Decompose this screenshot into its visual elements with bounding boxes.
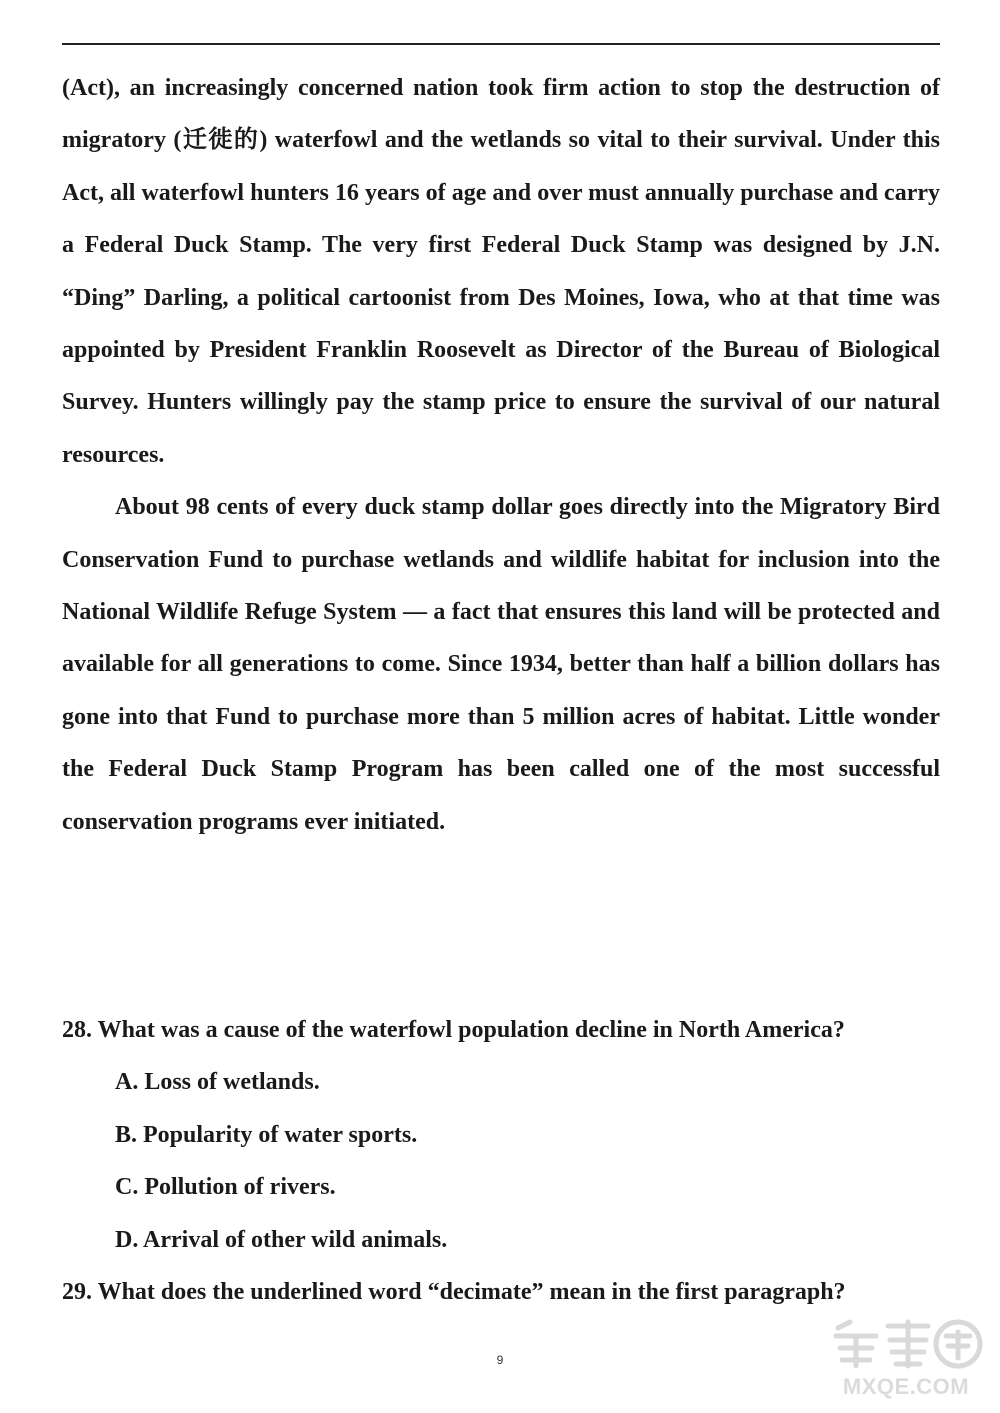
question-list	[62, 1004, 940, 1318]
watermark-url: MXQE.COM	[842, 1374, 970, 1399]
reading-passage	[62, 62, 940, 848]
question-28-option-a: A. Loss of wetlands.	[115, 1069, 320, 1096]
question-29	[62, 1266, 940, 1318]
question-28-stem: 28. What was a cause of the waterfowl population decline in North America?	[62, 1017, 845, 1043]
page-number: 9	[496, 1353, 504, 1367]
question-28	[62, 1004, 940, 1266]
passage-paragraph-1: (Act), an increasingly concerned nation took firm action to stop the destruction of migratory (迁徙的) waterfowl and the wetlands so vital to their survival. Under this Act, all waterfowl hunters 16 years of age and over must annually purchase and carry a Federal Duck Stamp. The very first Federal Duck Stamp was designed by J.N. “Ding” Darling, a political cartoonist from Des Moines, Iowa, who at that time was appointed by President Franklin Roosevelt as Director of the Bureau of Biological Survey. Hunters willingly pay the stamp price to ensure the survival of our natural resources.	[62, 75, 940, 468]
question-29-stem: 29. What does the underlined word “decimate” mean in the first paragraph?	[62, 1279, 846, 1306]
passage-paragraph-2: About 98 cents of every duck stamp dollar goes directly into the Migratory Bird Conservation Fund to purchase wetlands and wildlife habitat for inclusion into the National Wildlife Refuge System — a fact that ensures this land will be protected and available for all generations to come. Since 1934, better than half a billion dollars has gone into that Fund to purchase more than 5 million acres of habitat. Little wonder the Federal Duck Stamp Program has been called one of the most successful conservation programs ever initiated.	[62, 494, 940, 835]
header-rule	[62, 43, 940, 45]
question-28-option-c: C. Pollution of rivers.	[115, 1174, 336, 1201]
question-28-option-b: B. Popularity of water sports.	[115, 1121, 418, 1148]
question-28-option-d: D. Arrival of other wild animals.	[115, 1226, 448, 1253]
